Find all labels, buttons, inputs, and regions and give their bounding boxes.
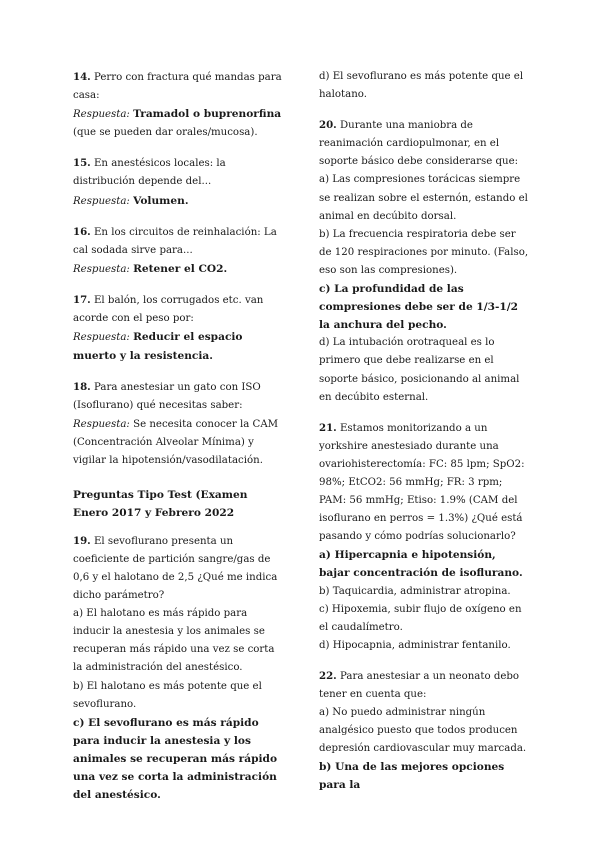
option-b: b) El halotano es más potente que el sevoflurano. (73, 680, 262, 710)
response-label: Respuesta: (73, 195, 130, 207)
question-text: Durante una maniobra de reanimación cardiopulmonar, en el soporte básico debe considerarse que: (319, 120, 519, 168)
question-17 (73, 291, 285, 366)
response-label: Respuesta: (73, 109, 130, 121)
question-text: En los circuitos de reinhalación: La cal sodada sirve para... (73, 226, 277, 256)
question-number: 21. (319, 421, 337, 434)
question-number: 15. (73, 157, 91, 170)
response-label: Respuesta: (73, 332, 130, 344)
question-number: 18. (73, 381, 91, 394)
answer-rest: (que se pueden dar orales/mucosa). (73, 127, 258, 139)
question-15 (73, 154, 285, 210)
question-16 (73, 223, 285, 279)
question-text: El balón, los corrugados etc. van acorde con el peso por: (73, 294, 264, 325)
question-text: Para anestesiar a un neonato debo tener en cuenta que: (319, 670, 520, 700)
question-22 (319, 667, 529, 795)
response-label: Respuesta: (73, 418, 130, 430)
option-b: b) Una de las mejores opciones para la (319, 761, 505, 792)
answer-text: Volumen. (133, 194, 189, 207)
question-text: Para anestesiar un gato con ISO (Isoflurano) qué necesitas saber: (73, 382, 261, 412)
option-a: a) Hipercapnia e hipotensión, bajar concentración de isoflurano. (319, 549, 523, 580)
option-b: b) La frecuencia respiratoria debe ser de 120 respiraciones por minuto. (Falso, eso son las compresiones). (319, 228, 529, 276)
question-number: 16. (73, 225, 91, 238)
right-column (319, 68, 529, 807)
question-text: Perro con fractura qué mandas para casa: (73, 72, 282, 102)
question-number: 20. (319, 119, 337, 132)
section-heading: Preguntas Tipo Test (Examen Enero 2017 y Febrero 2022 (73, 488, 248, 519)
question-text: El sevoflurano presenta un coeficiente de partición sangre/gas de 0,6 y el halotano de 2,5 ¿Qué me indica dicho parámetro? (73, 535, 278, 602)
answer-text: Tramadol o buprenorfina (133, 108, 282, 121)
question-number: 14. (73, 71, 91, 83)
answer-text: Retener el CO2. (133, 262, 228, 275)
option-c: c) El sevoflurano es más rápido para inducir la anestesia y los animales se recuperan más rápido una vez se corta la administración del anestésico. (73, 716, 278, 802)
question-19-option-d (319, 68, 529, 104)
option-a: a) Las compresiones torácicas siempre se realizan sobre el esternón, estando el animal en decúbito dorsal. (319, 174, 528, 222)
option-a: a) El halotano es más rápido para inducir la anestesia y los animales se recuperan más rápido una vez se corta la administración del anestésico. (73, 608, 275, 674)
option-d: d) El sevoflurano es más potente que el halotano. (319, 71, 524, 101)
question-21 (319, 419, 529, 655)
question-19 (73, 532, 285, 804)
question-14 (73, 68, 285, 142)
option-d: d) Hipocapnia, administrar fentanilo. (319, 639, 511, 651)
question-number: 17. (73, 293, 91, 306)
option-a: a) No puedo administrar ningún analgésico puesto que todos producen depresión cardiovascular muy marcada. (319, 707, 527, 755)
question-number: 22. (319, 669, 337, 682)
question-18 (73, 378, 285, 469)
question-text: Estamos monitorizando a un yorkshire anestesiado durante una ovariohisterectomía: FC: 85 lpm; SpO2: 98%; EtCO2: 56 mmHg; FR: 3 rpm; PAM: 56 mmHg; Etiso: 1.9% (CAM del isoflurano en perros = 1.3%) ¿Qué está pasando y cómo podrías solucionarlo? (319, 422, 525, 543)
answer-text: Se necesita conocer la CAM (Concentración Alveolar Mínima) y vigilar la hipotensión/vasodilatación. (73, 418, 279, 466)
option-b: b) Taquicardia, administrar atropina. (319, 585, 511, 597)
option-c: c) Hipoxemia, subir flujo de oxígeno en el caudalímetro. (319, 603, 522, 633)
question-20 (319, 116, 529, 407)
answer-text: Reducir el espacio muerto y la resistencia. (73, 331, 243, 363)
question-number: 19. (73, 534, 91, 547)
left-column (73, 68, 285, 816)
option-c: c) La profundidad de las compresiones debe ser de 1/3-1/2 la anchura del pecho. (319, 283, 519, 332)
option-d: d) La intubación orotraqueal es lo primero que debe realizarse en el soporte básico, posicionando al animal en decúbito esternal. (319, 337, 520, 403)
question-text: En anestésicos locales: la distribución depende del... (73, 158, 226, 188)
response-label: Respuesta: (73, 263, 130, 275)
